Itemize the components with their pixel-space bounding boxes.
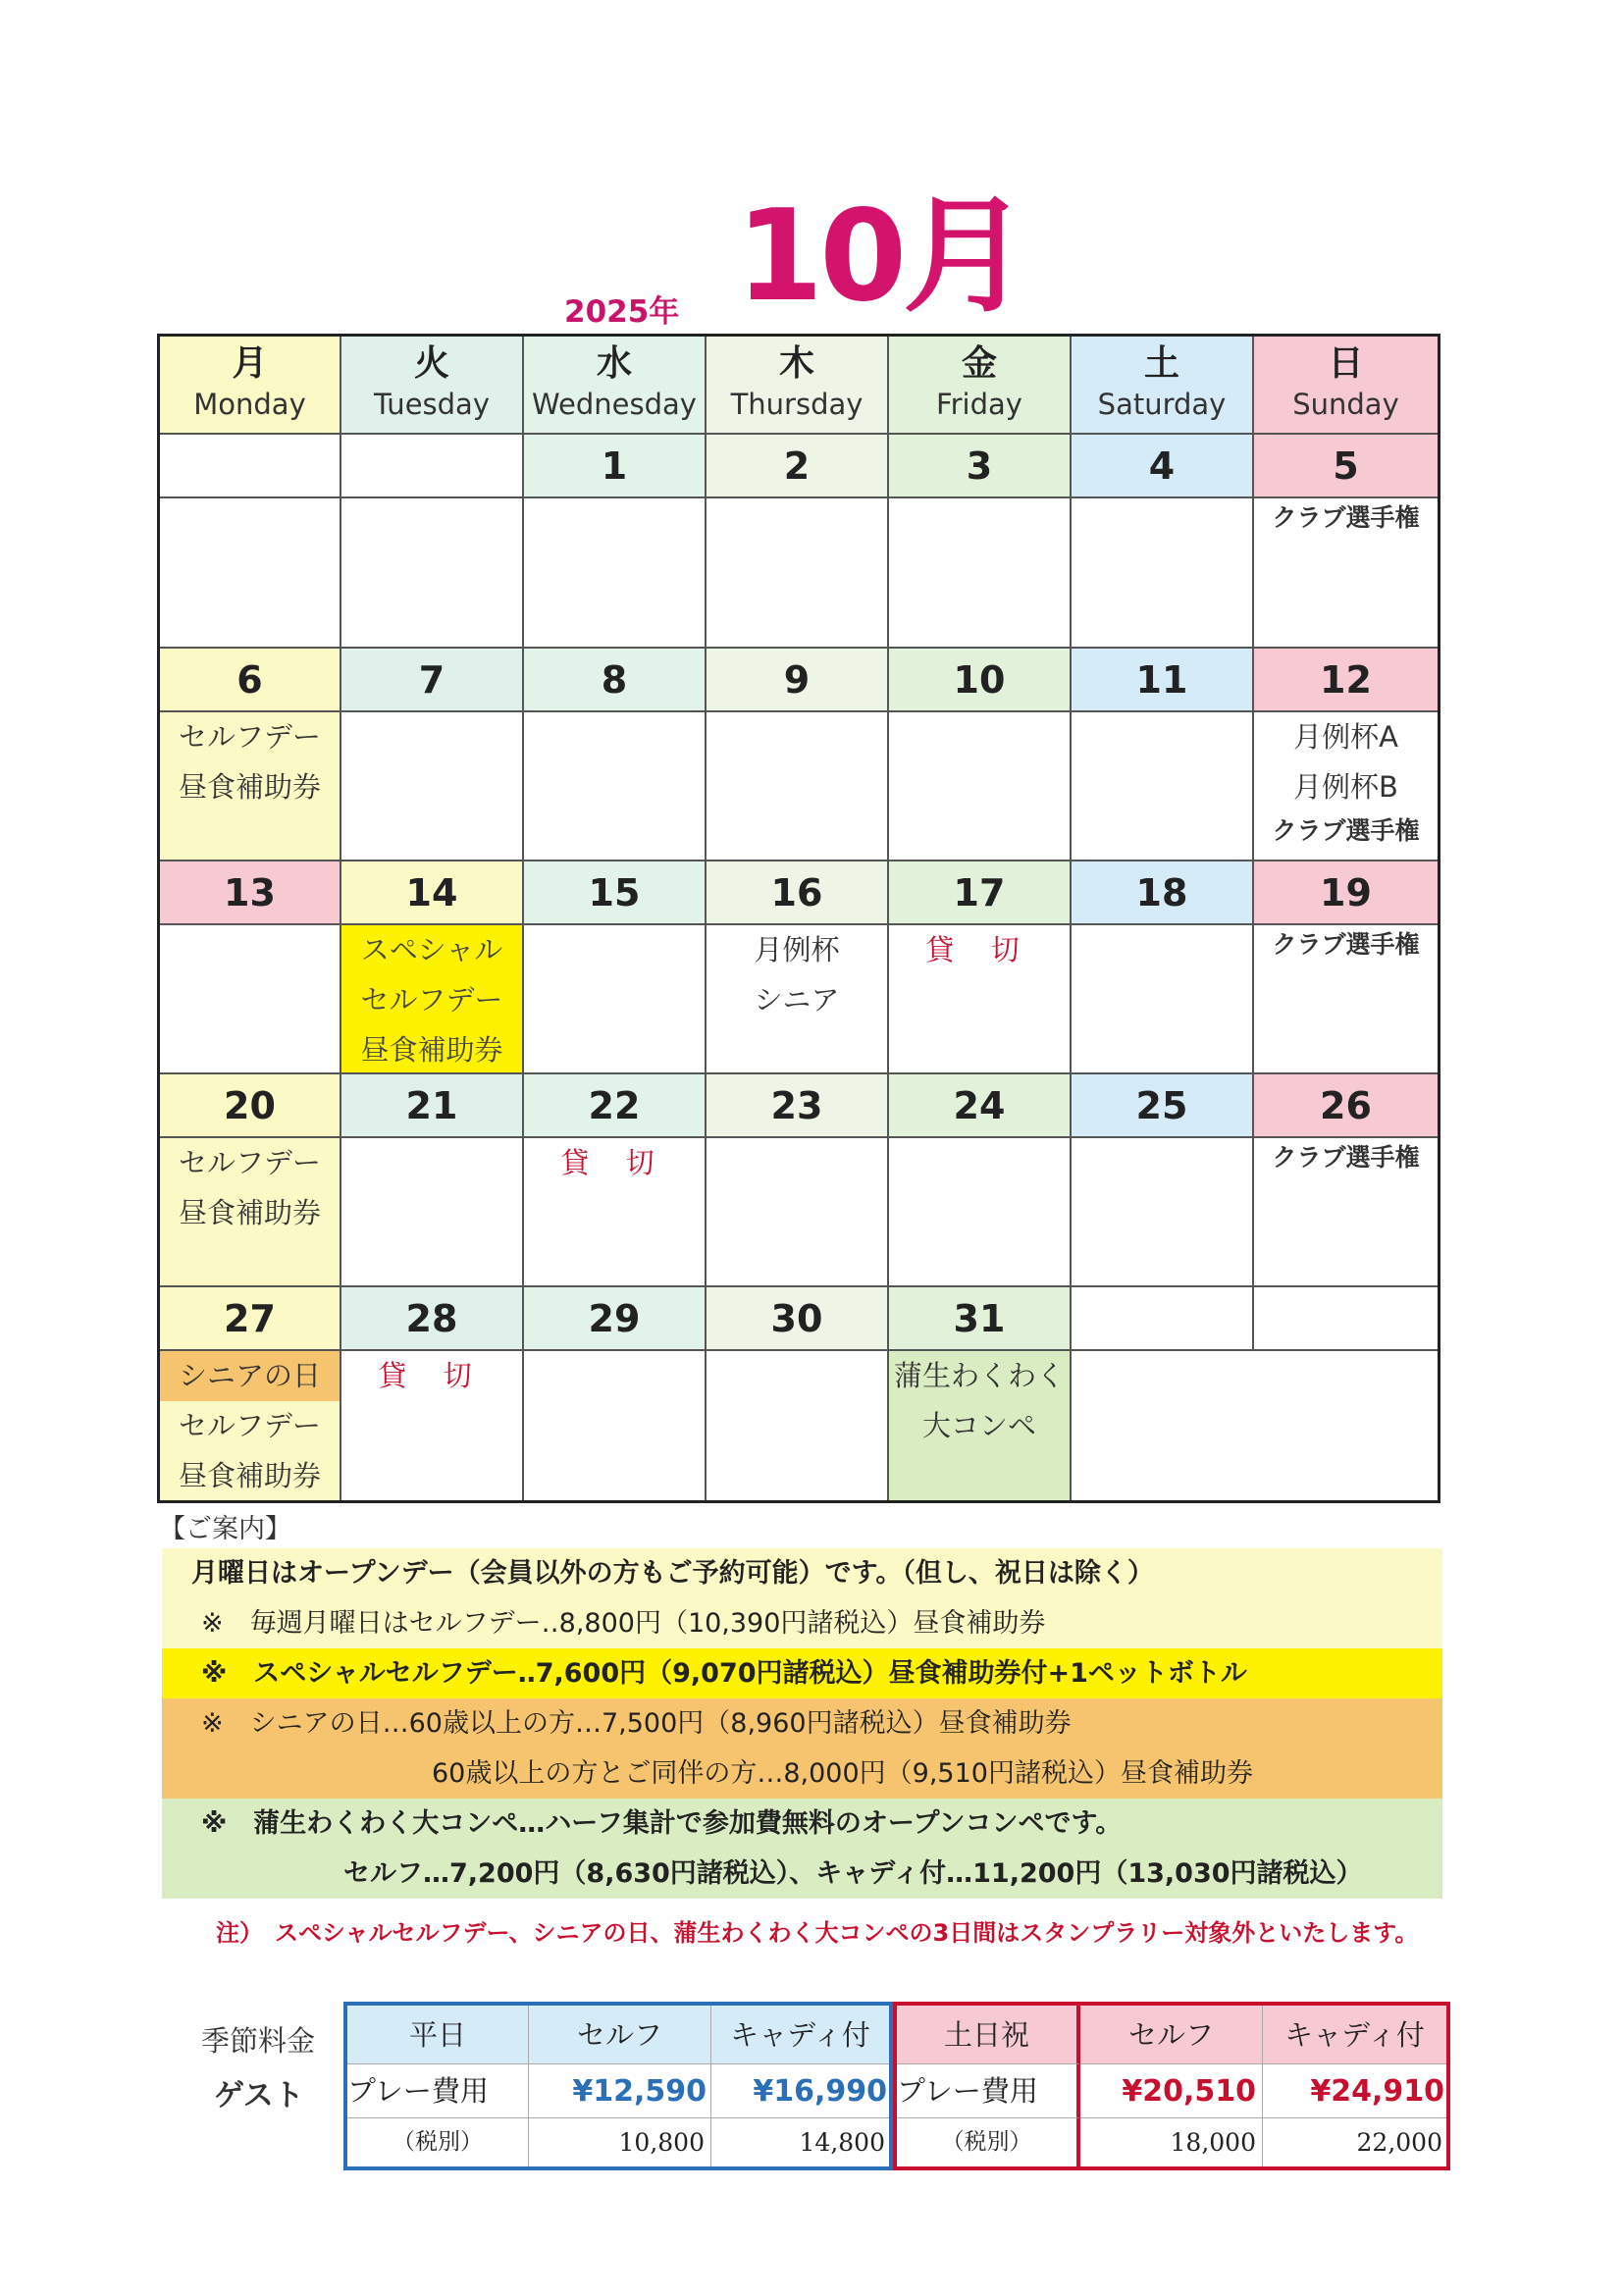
header-thursday (707, 337, 889, 435)
event-monthly-cup: 月例杯 (754, 933, 840, 966)
day-number: 21 (341, 1074, 524, 1138)
guide-line-senior: ※ シニアの日…60歳以上の方…7,500円（8,960円諸税込）昼食補助券 (162, 1698, 1442, 1748)
weekday-caddie-ex: 14,800 (799, 2128, 885, 2157)
weekday-jp: 土 (1143, 343, 1179, 384)
weekday-en: Thursday (730, 388, 864, 421)
weekday-jp: 月 (232, 343, 268, 384)
holiday-play-label: プレー費用 (897, 2064, 1080, 2118)
weekday-self-price: ¥12,590 (529, 2064, 711, 2118)
day-number: 30 (707, 1287, 889, 1351)
event-monthly-cup-b: 月例杯B (1293, 770, 1398, 804)
day-body (889, 712, 1072, 861)
day-body (1072, 1138, 1254, 1287)
event-lunch-ticket: 昼食補助券 (178, 770, 321, 804)
day-body (524, 712, 707, 861)
day-number: 11 (1072, 649, 1254, 712)
day-number: 26 (1254, 1074, 1438, 1138)
day-cell (341, 435, 524, 498)
weekday-jp: 日 (1328, 343, 1364, 384)
event-lunch-ticket: 昼食補助券 (360, 1033, 503, 1067)
event-lunch-ticket: 昼食補助券 (178, 1459, 321, 1492)
day-body (1072, 925, 1254, 1074)
event-reserved: 貸 切 (378, 1359, 486, 1392)
day-body (524, 498, 707, 649)
day-body (707, 1138, 889, 1287)
header-monday (160, 337, 341, 435)
header-tuesday (341, 337, 524, 435)
holiday-self-header: セルフ (1080, 2006, 1263, 2064)
event-gamo-waku: 蒲生わくわく (893, 1359, 1065, 1392)
day-body (1254, 925, 1438, 1074)
holiday-self-price: ¥20,510 (1080, 2064, 1263, 2118)
weekday-caddie-price: ¥16,990 (711, 2064, 889, 2118)
month-title: 10月 (736, 183, 1025, 330)
event-special: スペシャル (360, 933, 503, 966)
day-number: 9 (707, 649, 889, 712)
day-number-holiday: 13 (160, 861, 341, 925)
event-self-day: セルフデー (360, 983, 503, 1017)
day-body (889, 1138, 1072, 1287)
day-number: 15 (524, 861, 707, 925)
day-body (889, 1351, 1072, 1500)
note: 注） スペシャルセルフデー、シニアの日、蒲生わくわく大コンペの3日間はスタンプラリー対象外といたします。 (216, 1919, 1419, 1947)
day-body (524, 925, 707, 1074)
event-senior-day: シニアの日 (160, 1351, 340, 1401)
weekday-jp: 木 (778, 343, 814, 384)
day-number: 2 (707, 435, 889, 498)
day-body (341, 712, 524, 861)
weekday-jp: 火 (413, 343, 449, 384)
weekday-en: Monday (193, 388, 306, 421)
day-number: 22 (524, 1074, 707, 1138)
day-number: 4 (1072, 435, 1254, 498)
day-body (1254, 1138, 1438, 1287)
day-body (160, 1138, 341, 1287)
day-number: 14 (341, 861, 524, 925)
day-body (889, 498, 1072, 649)
year-label: 2025年 (564, 294, 680, 330)
calendar-grid (157, 334, 1440, 1503)
day-number: 6 (160, 649, 341, 712)
weekday-jp: 金 (961, 343, 997, 384)
weekday-en: Friday (936, 388, 1022, 421)
day-number: 5 (1254, 435, 1438, 498)
day-cell (160, 435, 341, 498)
weekday-en: Saturday (1097, 388, 1227, 421)
holiday-title: 土日祝 (897, 2006, 1080, 2064)
day-number: 18 (1072, 861, 1254, 925)
day-body (707, 712, 889, 861)
day-number: 23 (707, 1074, 889, 1138)
weekday-tax-label: （税別） (347, 2118, 529, 2166)
header-sunday (1254, 337, 1438, 435)
day-body (1072, 498, 1254, 649)
guide-line-compe-fees: セルフ…7,200円（8,630円諸税込）、キャディ付…11,200円（13,030円諸税込） (162, 1849, 1442, 1899)
event-self-day: セルフデー (178, 720, 321, 754)
guide-line-compe: ※ 蒲生わくわく大コンペ…ハーフ集計で参加費無料のオープンコンペです。 (162, 1799, 1442, 1849)
event-lunch-ticket: 昼食補助券 (178, 1196, 321, 1229)
holiday-caddie-ex: 22,000 (1356, 2128, 1442, 2157)
holiday-caddie-header: キャディ付 (1263, 2006, 1446, 2064)
day-body (341, 1138, 524, 1287)
event-club-championship: クラブ選手権 (1272, 816, 1420, 845)
weekday-title: 平日 (347, 2006, 529, 2064)
event-club-championship: クラブ選手権 (1272, 1143, 1420, 1172)
weekday-en: Wednesday (532, 388, 697, 421)
holiday-caddie-price: ¥24,910 (1263, 2064, 1446, 2118)
header-saturday (1072, 337, 1254, 435)
day-number: 16 (707, 861, 889, 925)
holiday-self-ex: 18,000 (1080, 2118, 1263, 2166)
weekday-self-header: セルフ (529, 2006, 711, 2064)
event-big-compe: 大コンペ (921, 1409, 1036, 1442)
day-body (341, 1351, 524, 1500)
day-number: 10 (889, 649, 1072, 712)
day-cell (1072, 1287, 1254, 1351)
event-self-day: セルフデー (178, 1409, 321, 1442)
day-body (160, 498, 341, 649)
day-body (1072, 1351, 1438, 1500)
day-number: 27 (160, 1287, 341, 1351)
weekday-en: Tuesday (374, 388, 490, 421)
weekday-caddie-header: キャディ付 (711, 2006, 889, 2064)
day-number: 7 (341, 649, 524, 712)
day-number: 24 (889, 1074, 1072, 1138)
day-body (341, 498, 524, 649)
weekday-en: Sunday (1292, 388, 1399, 421)
event-self-day: セルフデー (178, 1146, 321, 1179)
weekday-jp: 水 (596, 343, 632, 384)
guide-line-openday: 月曜日はオープンデー（会員以外の方もご予約可能）です。（但し、祝日は除く） (162, 1548, 1442, 1598)
day-body (524, 1138, 707, 1287)
season-label: 季節料金 (201, 2024, 316, 2058)
day-number: 3 (889, 435, 1072, 498)
day-body (524, 1351, 707, 1500)
event-senior: シニア (754, 983, 840, 1017)
event-reserved: 貸 切 (925, 933, 1033, 966)
day-body (1254, 498, 1438, 649)
day-body (707, 498, 889, 649)
header-wednesday (524, 337, 707, 435)
day-number: 19 (1254, 861, 1438, 925)
day-body (707, 925, 889, 1074)
day-number: 12 (1254, 649, 1438, 712)
weekday-self-ex: 10,800 (529, 2118, 711, 2166)
day-cell (1254, 1287, 1438, 1351)
event-club-championship: クラブ選手権 (1272, 930, 1420, 959)
event-monthly-cup-a: 月例杯A (1293, 720, 1398, 754)
event-reserved: 貸 切 (560, 1146, 668, 1179)
guide-title: 【ご案内】 (159, 1514, 291, 1544)
weekday-play-label: プレー費用 (347, 2064, 529, 2118)
day-body (160, 925, 341, 1074)
day-number: 1 (524, 435, 707, 498)
holiday-tax-label: （税別） (897, 2118, 1080, 2166)
day-number: 20 (160, 1074, 341, 1138)
day-body (160, 712, 341, 861)
day-body (1072, 712, 1254, 861)
day-number: 17 (889, 861, 1072, 925)
day-body (889, 925, 1072, 1074)
header-friday (889, 337, 1072, 435)
day-body (341, 925, 524, 1074)
day-body (160, 1351, 341, 1500)
guide-line-senior-companion: 60歳以上の方とご同伴の方…8,000円（9,510円諸税込）昼食補助券 (162, 1748, 1442, 1799)
weekday-price-table (343, 2002, 893, 2170)
day-number: 28 (341, 1287, 524, 1351)
day-number: 31 (889, 1287, 1072, 1351)
day-number: 25 (1072, 1074, 1254, 1138)
guide-line-special-self: ※ スペシャルセルフデー‥7,600円（9,070円諸税込）昼食補助券付+1ペットボトル (162, 1648, 1442, 1698)
event-club-championship: クラブ選手権 (1272, 503, 1420, 532)
day-body (707, 1351, 889, 1500)
guest-label: ゲスト (214, 2078, 304, 2113)
day-number: 29 (524, 1287, 707, 1351)
guide-line-monday-self: ※ 毎週月曜日はセルフデー‥8,800円（10,390円諸税込）昼食補助券 (162, 1598, 1442, 1648)
holiday-price-table (893, 2002, 1450, 2170)
day-number: 8 (524, 649, 707, 712)
day-body (1254, 712, 1438, 861)
